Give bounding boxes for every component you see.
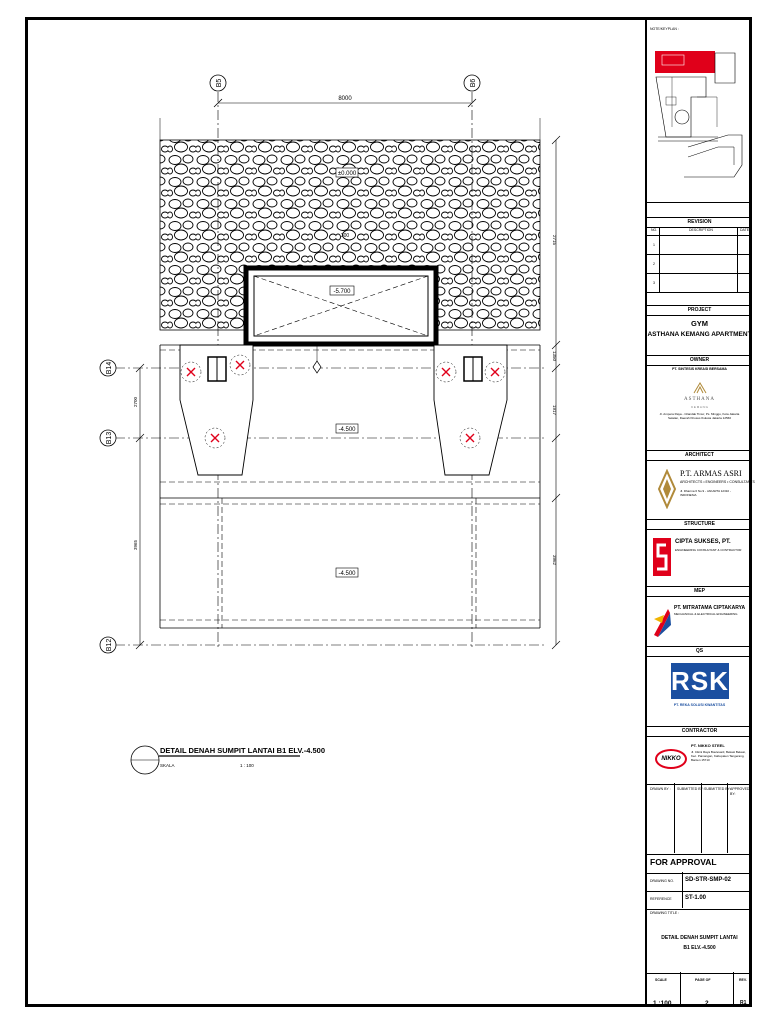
- reference-label: REFERENCE: [650, 897, 672, 901]
- drawing-no: SD-STR-SMP-02: [685, 877, 732, 883]
- owner-logo-block: [647, 381, 752, 397]
- status-text: FOR APPROVAL: [650, 857, 717, 867]
- grid-label-b13: B13: [106, 431, 113, 445]
- grid-line-b12: [100, 637, 545, 653]
- contractor-address: Jl. Cikini Raya Boulevard, Bekasi Bekasi, Kec. Pamangan, Kabupaten Tangerang, Banten 15710: [691, 750, 746, 762]
- grid-label-b6: B6: [470, 78, 477, 88]
- owner-crown-icon: [692, 381, 708, 395]
- keyplan-map: [652, 37, 748, 197]
- contractor-header: CONTRACTOR: [647, 726, 752, 737]
- owner-logo: ASTHANA: [684, 397, 715, 402]
- reference-value: ST-1.00: [685, 895, 707, 901]
- page-value: 2: [705, 1000, 709, 1007]
- drawn-by-label: DRAWN BY :: [650, 787, 671, 791]
- architect-logo-icon: [657, 469, 677, 509]
- contractor-logo: NIKKO: [655, 749, 687, 769]
- structure-sub: ENGINEERING CONSULTANT & CONTRACTOR: [675, 548, 742, 552]
- title-block: [645, 17, 755, 1007]
- grid-label-b14: B14: [106, 361, 113, 375]
- elev-pit: -5.700: [333, 289, 351, 295]
- rev-col-desc: DESCRIPTION: [689, 228, 713, 232]
- revision-row: 2: [647, 255, 752, 274]
- sump-pit: [246, 268, 436, 344]
- elev-ground: ±0.000: [337, 171, 357, 177]
- keyplan-label: NOTE/KEYPLAN :: [650, 27, 679, 31]
- right-dimensions: [552, 136, 560, 649]
- elev-bottom: -4.500: [338, 571, 356, 577]
- qs-name: PT. REKA SOLUSI KWANTITAS: [673, 703, 726, 707]
- architect-name: P.T. ARMAS ASRI: [680, 469, 742, 478]
- dim-right-2: 1350: [552, 350, 557, 362]
- owner-logo-sub: K E M A N G: [691, 405, 708, 409]
- rev-value: R1: [740, 1000, 747, 1006]
- structure-logo-icon: [652, 537, 672, 577]
- page-label: PAGE OF: [695, 978, 711, 982]
- mep-header: MEP: [647, 586, 752, 597]
- keyplan: [647, 25, 752, 203]
- revision-row: 3: [647, 274, 752, 293]
- drawing-title-1: DETAIL DENAH SUMPIT LANTAI: [661, 935, 738, 941]
- project-header: PROJECT: [647, 305, 752, 316]
- approved-by-label: APPROVED BY:: [730, 787, 750, 796]
- revision-header: REVISION: [647, 217, 752, 228]
- dim-right-1: 2715: [552, 234, 557, 246]
- elev-mid: -4.500: [338, 427, 356, 433]
- structure-header: STRUCTURE: [647, 519, 752, 530]
- mep-sub: MECHANICAL & ELECTRICAL ENGINEERING: [674, 612, 738, 616]
- rev-label: REV.: [739, 978, 747, 982]
- detail-scale-value: 1 : 100: [240, 763, 254, 768]
- dim-pit: 300: [340, 233, 350, 239]
- mep-logo-icon: [652, 605, 672, 639]
- architect-header: ARCHITECT: [647, 450, 752, 461]
- submitted-by-label-2: SUBMITTED BY:: [704, 787, 731, 791]
- dim-left-1: 2700: [133, 396, 138, 408]
- grid-label-b5: B5: [216, 78, 223, 88]
- rev-col-date: DATE: [740, 228, 750, 232]
- drawing-title-label: DRAWING TITLE :: [650, 911, 680, 915]
- rev-col-no: NO.: [651, 228, 658, 232]
- dim-left-2: 3965: [133, 539, 138, 551]
- architect-address: Jl. Dharma 6 No.9 - JAKARTA 12310 - INDONESIA: [680, 489, 731, 497]
- pile-cap-right: [434, 345, 507, 475]
- contractor-name: PT. NIKKO STEEL: [691, 743, 725, 748]
- mep-name: PT. MITRATAMA CIPTAKARYA: [674, 605, 746, 611]
- submitted-by-label-1: SUBMITTED BY:: [677, 787, 704, 791]
- dim-right-4: 3962: [552, 554, 557, 566]
- scale-label: SCALE: [655, 978, 667, 982]
- dim-top: 8000: [338, 96, 352, 102]
- project-line2: ASTHANA KEMANG APARTMENT: [647, 331, 752, 338]
- qs-logo: RSK: [671, 663, 729, 699]
- dim-right-3: 1917: [552, 404, 557, 416]
- project-line1: GYM: [690, 319, 709, 328]
- revision-row: 1: [647, 236, 752, 255]
- owner-name: PT. SINTESIS KREASI BERSAMA: [672, 367, 727, 371]
- detail-title: DETAIL DENAH SUMPIT LANTAI B1 ELV.-4.500: [160, 746, 326, 755]
- drawing-no-label: DRAWING NO.: [650, 879, 674, 883]
- scale-value: 1 :100: [653, 1000, 672, 1007]
- qs-header: QS: [647, 646, 752, 657]
- architect-sub: ARCHITECTS • ENGINEERS • CONSULTANTS: [680, 480, 755, 484]
- detail-scale-label: SKALA: [160, 763, 175, 768]
- drawing-title-2: B1 ELV.-4.500: [683, 945, 716, 951]
- owner-header: OWNER: [647, 355, 752, 366]
- structure-name: CIPTA SUKSES, PT.: [675, 539, 731, 545]
- pile-cap-left: [180, 345, 253, 475]
- grid-label-b12: B12: [106, 638, 113, 652]
- owner-address: Jl. Ampera Raya - Cilandak Timur, Ps. Minggu, Kota Jakarta Selatan, Daerah Khusus Ibukota Jakarta 12560: [659, 412, 740, 420]
